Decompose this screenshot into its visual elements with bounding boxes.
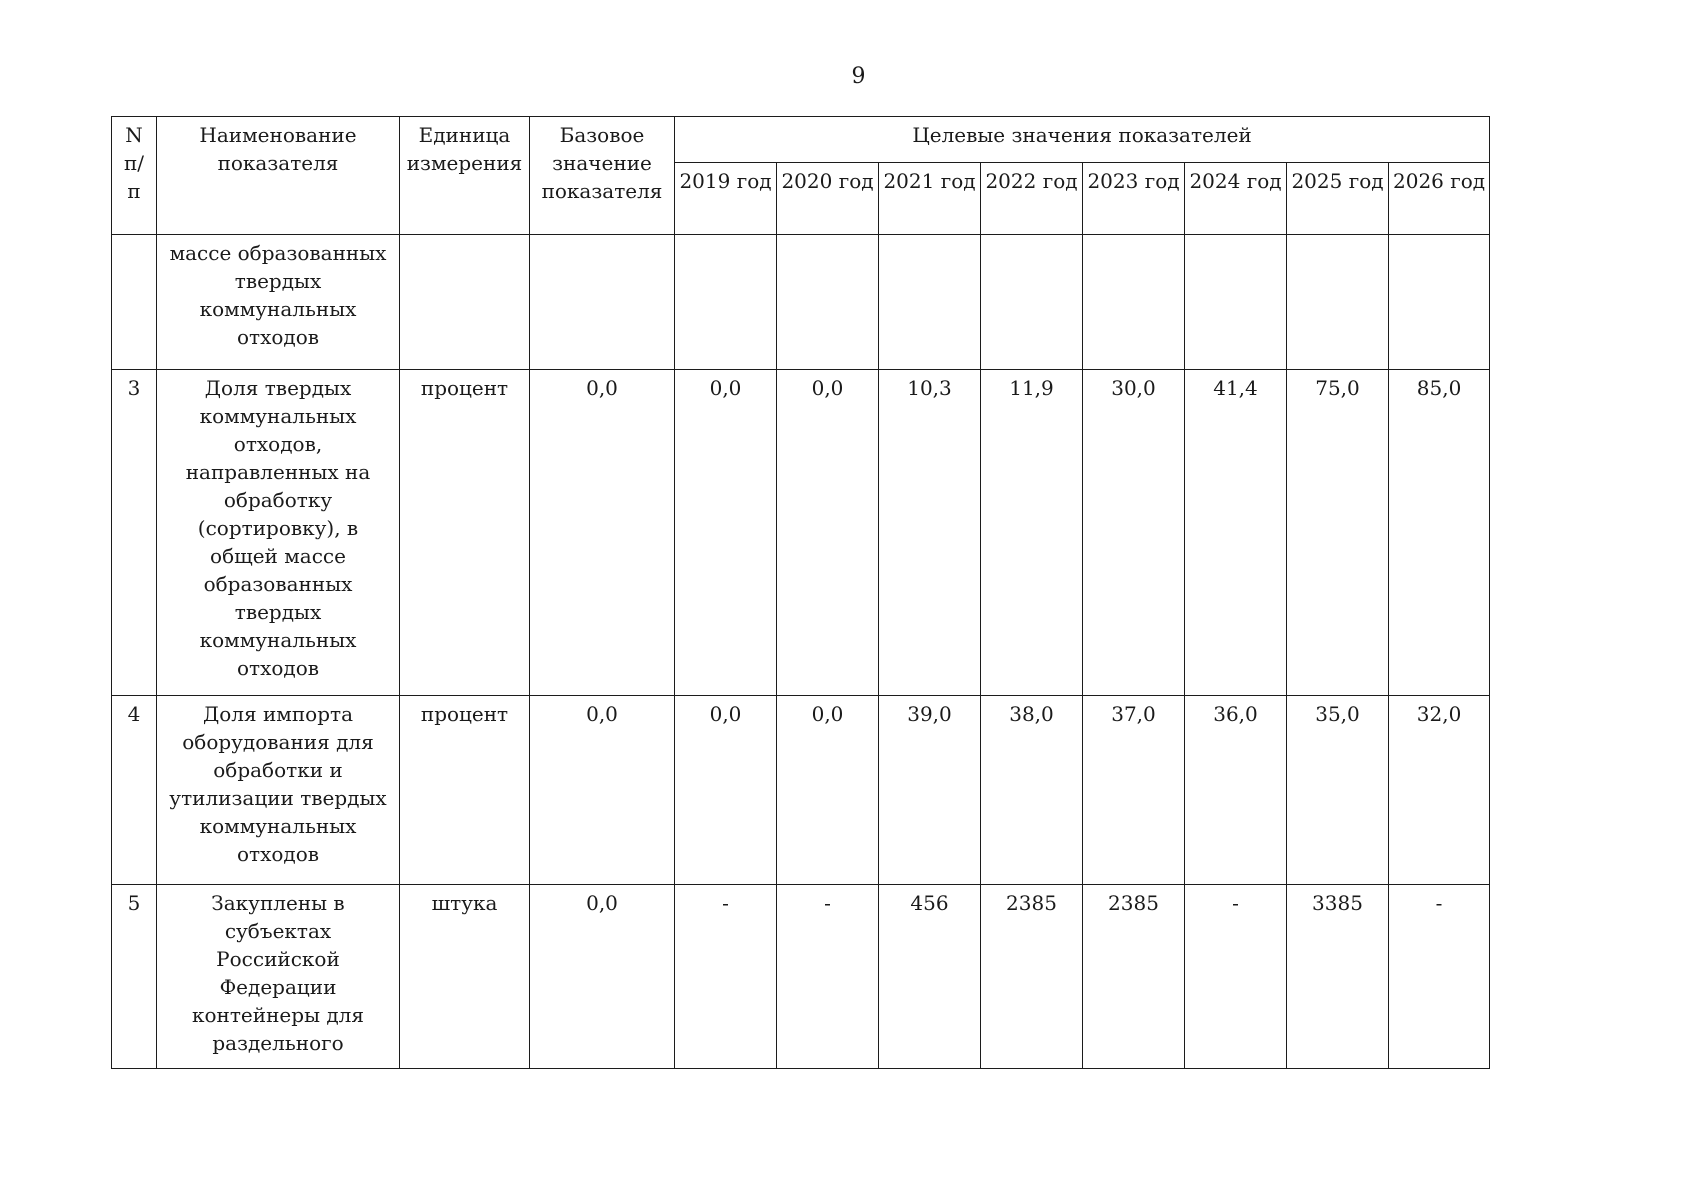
row-num: [112, 235, 157, 370]
row-value: 41,4: [1185, 370, 1287, 696]
row-value: 10,3: [879, 370, 981, 696]
row-value: -: [777, 885, 879, 1069]
row-base: [530, 235, 675, 370]
header-year: 2026 год: [1389, 163, 1490, 235]
row-unit: [400, 235, 530, 370]
header-name: Наименование показателя: [157, 117, 400, 235]
row-value: 85,0: [1389, 370, 1490, 696]
row-unit: штука: [400, 885, 530, 1069]
row-value: [1185, 235, 1287, 370]
page-number: 9: [851, 64, 866, 89]
header-year: 2025 год: [1287, 163, 1389, 235]
row-value: 35,0: [1287, 696, 1389, 885]
header-num: N п/ п: [112, 117, 157, 235]
header-base: Базовое значение показателя: [530, 117, 675, 235]
row-base: 0,0: [530, 696, 675, 885]
row-value: 39,0: [879, 696, 981, 885]
row-name: Доля твердых коммунальных отходов, направленных на обработку (сортировку), в общей массе образованных твердых коммунальных отходов: [157, 370, 400, 696]
row-value: 30,0: [1083, 370, 1185, 696]
row-name: Закуплены в субъектах Российской Федерации контейнеры для раздельного: [157, 885, 400, 1069]
row-name: Доля импорта оборудования для обработки и утилизации твердых коммунальных отходов: [157, 696, 400, 885]
table-row: [112, 885, 1490, 1069]
row-value: [777, 235, 879, 370]
row-value: 38,0: [981, 696, 1083, 885]
header-targets: Целевые значения показателей: [675, 117, 1490, 163]
row-unit: процент: [400, 370, 530, 696]
row-value: 3385: [1287, 885, 1389, 1069]
row-value: 36,0: [1185, 696, 1287, 885]
row-value: [675, 235, 777, 370]
row-value: 0,0: [675, 696, 777, 885]
row-num: 5: [112, 885, 157, 1069]
row-base: 0,0: [530, 370, 675, 696]
row-unit: процент: [400, 696, 530, 885]
row-value: 0,0: [777, 370, 879, 696]
row-value: 2385: [1083, 885, 1185, 1069]
row-name: массе образованных твердых коммунальных отходов: [157, 235, 400, 370]
row-num: 4: [112, 696, 157, 885]
header-year: 2019 год: [675, 163, 777, 235]
row-value: 32,0: [1389, 696, 1490, 885]
row-value: -: [1389, 885, 1490, 1069]
row-value: 11,9: [981, 370, 1083, 696]
row-base: 0,0: [530, 885, 675, 1069]
header-year: 2022 год: [981, 163, 1083, 235]
header-year: 2021 год: [879, 163, 981, 235]
row-value: -: [1185, 885, 1287, 1069]
header-year: 2020 год: [777, 163, 879, 235]
row-value: 75,0: [1287, 370, 1389, 696]
indicators-table: [111, 116, 1490, 1069]
header-year: 2023 год: [1083, 163, 1185, 235]
row-value: [981, 235, 1083, 370]
row-value: 2385: [981, 885, 1083, 1069]
header-unit: Единица измерения: [400, 117, 530, 235]
row-value: [1083, 235, 1185, 370]
row-value: 0,0: [777, 696, 879, 885]
table-row: [112, 696, 1490, 885]
row-value: 456: [879, 885, 981, 1069]
row-value: 37,0: [1083, 696, 1185, 885]
row-value: -: [675, 885, 777, 1069]
table-row: [112, 235, 1490, 370]
row-value: [879, 235, 981, 370]
table-row: [112, 370, 1490, 696]
header-year: 2024 год: [1185, 163, 1287, 235]
row-value: [1287, 235, 1389, 370]
row-value: 0,0: [675, 370, 777, 696]
row-value: [1389, 235, 1490, 370]
row-num: 3: [112, 370, 157, 696]
